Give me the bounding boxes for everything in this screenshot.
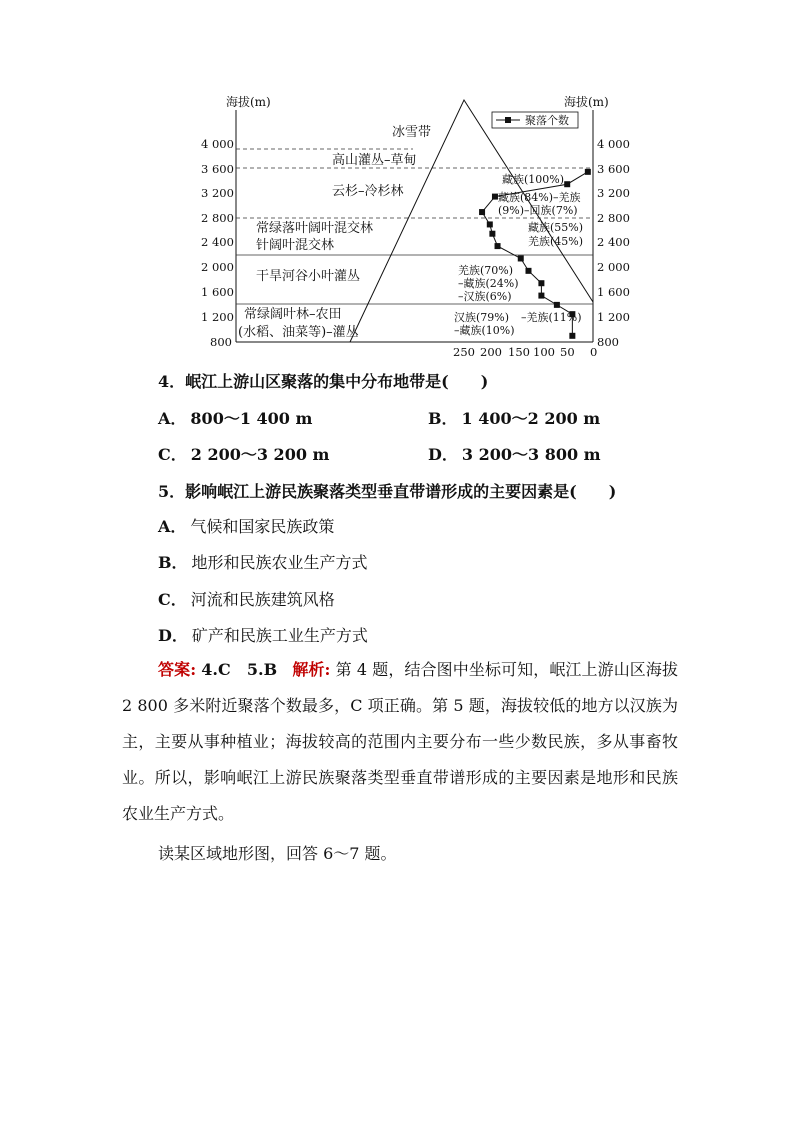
legend-marker [505,117,511,123]
tick-1600-left: 1 600 [201,285,234,299]
q5-option-c-key: C． [158,590,187,609]
tick-800-left: 800 [210,335,232,349]
count-tick-0: 0 [590,345,598,359]
tick-1200-left: 1 200 [201,310,234,324]
q4-option-c[interactable] [158,444,333,466]
zone-alpine: 高山灌丛–草甸 [332,153,417,168]
q4-option-b-key: B． [428,409,458,428]
series-point-8 [526,268,532,274]
zone-ever2: (水稻、油菜等)–灌丛 [238,325,359,340]
q5-option-b[interactable] [158,552,368,574]
tick-4000-left: 4 000 [201,137,234,151]
q5-option-d-text: 矿产和民族工业生产方式 [191,626,368,645]
count-tick-150: 150 [508,345,530,359]
next-question-intro: 读某区域地形图，回答 6～7 题。 [158,844,397,863]
zone-valley: 干旱河谷小叶灌丛 [256,269,361,284]
zone-mixed2: 针阔叶混交林 [256,238,335,253]
label-l11: –藏族(10%) [454,324,515,337]
label-l2: 藏族(84%)–羌族 [498,191,581,204]
q4-option-a-key: A． [158,409,187,428]
tick-3200-left: 3 200 [201,186,234,200]
tick-2400-right: 2 400 [597,235,630,249]
tick-4000-right: 4 000 [597,137,630,151]
q4-option-b[interactable] [428,408,604,430]
series-point-6 [495,243,501,249]
right-ticks [597,137,630,349]
count-ticks [453,345,597,359]
q4-option-d[interactable] [428,444,605,466]
q5-option-a-text: 气候和国家民族政策 [190,517,335,536]
label-l10: –羌族(11%) [521,311,582,324]
settlement-elevation-figure [200,90,630,360]
tick-800-right: 800 [597,335,619,349]
series-point-9 [538,280,544,286]
tick-1200-right: 1 200 [597,310,630,324]
q5-option-c[interactable] [158,589,335,611]
q5-stem: 5．影响岷江上游民族聚落类型垂直带谱形成的主要因素是( ) [158,482,617,501]
tick-2800-left: 2 800 [201,211,234,225]
legend-label: 聚落个数 [525,114,569,127]
series-point-1 [564,181,570,187]
q5-option-d-key: D． [158,626,188,645]
series-point-10 [538,293,544,299]
q4-stem: 4．岷江上游山区聚落的集中分布地带是( ) [158,372,489,391]
q4-option-c-key: C． [158,445,187,464]
label-l3: (9%)–回族(7%) [498,204,578,217]
label-l7: –藏族(24%) [458,277,519,290]
q5-option-c-text: 河流和民族建筑风格 [190,590,335,609]
analysis-text: 第 4 题，结合图中坐标可知，岷江上游山区海拔 2 800 多米附近聚落个数最多，C 项正确。第 5 题，海拔较低的地方以汉族为主，主要从事种植业；海拔较高的范围内主要分布一些少数民族，多从事畜牧业。所以，影响岷江上游民族聚落类型垂直带谱形成的主要因素是地形和民族农业生产方式。 [122,660,678,823]
series-point-7 [518,255,524,261]
left-axis-title: 海拔(m) [226,95,271,109]
label-l6: 羌族(70%) [458,264,514,277]
count-tick-100: 100 [533,345,555,359]
tick-3600-right: 3 600 [597,162,630,176]
analysis-label: 解析: [292,660,331,679]
ethnic-labels [454,172,583,337]
q4-option-a-text: 800～1 400 m [190,409,313,428]
label-l4: 藏族(55%) [528,221,584,234]
zone-ever1: 常绿阔叶林–农田 [244,307,342,322]
tick-2800-right: 2 800 [597,211,630,225]
q5-option-d[interactable] [158,625,368,647]
q4-option-b-text: 1 400～2 200 m [461,409,601,428]
label-l8: –汉族(6%) [458,290,512,303]
q4-option-c-text: 2 200～3 200 m [190,445,330,464]
q5-option-b-text: 地形和民族农业生产方式 [191,553,368,572]
right-axis-title: 海拔(m) [564,95,609,109]
zone-spruce: 云杉–冷杉林 [332,184,404,199]
zone-mixed1: 常绿落叶阔叶混交林 [256,221,374,236]
tick-3200-right: 3 200 [597,186,630,200]
legend [492,112,578,128]
label-l5: 羌族(45%) [528,235,584,248]
q5-option-b-key: B． [158,553,188,572]
q5-option-a-key: A． [158,517,187,536]
count-tick-250: 250 [453,345,475,359]
answer-label: 答案: [158,660,197,679]
tick-2000-right: 2 000 [597,260,630,274]
tick-3600-left: 3 600 [201,162,234,176]
series-point-4 [487,221,493,227]
label-l9: 汉族(79%) [454,311,510,324]
series-point-3 [479,209,485,215]
q4-option-d-key: D． [428,445,458,464]
left-ticks [201,137,234,349]
answer-keys: 4.C 5.B [201,660,278,679]
tick-2400-left: 2 400 [201,235,234,249]
count-tick-50: 50 [560,345,575,359]
figure-svg [200,90,630,360]
zone-snow: 冰雪带 [392,125,432,140]
tick-1600-right: 1 600 [597,285,630,299]
series-point-0 [585,169,591,175]
q4-option-d-text: 3 200～3 800 m [461,445,601,464]
label-l1: 藏族(100%) [502,173,565,186]
q4-option-a[interactable] [158,408,316,430]
count-tick-200: 200 [480,345,502,359]
series-point-5 [489,231,495,237]
series-point-11 [554,302,560,308]
series-point-13 [569,333,575,339]
q5-option-a[interactable] [158,516,334,538]
tick-2000-left: 2 000 [201,260,234,274]
answer-block [122,652,678,832]
